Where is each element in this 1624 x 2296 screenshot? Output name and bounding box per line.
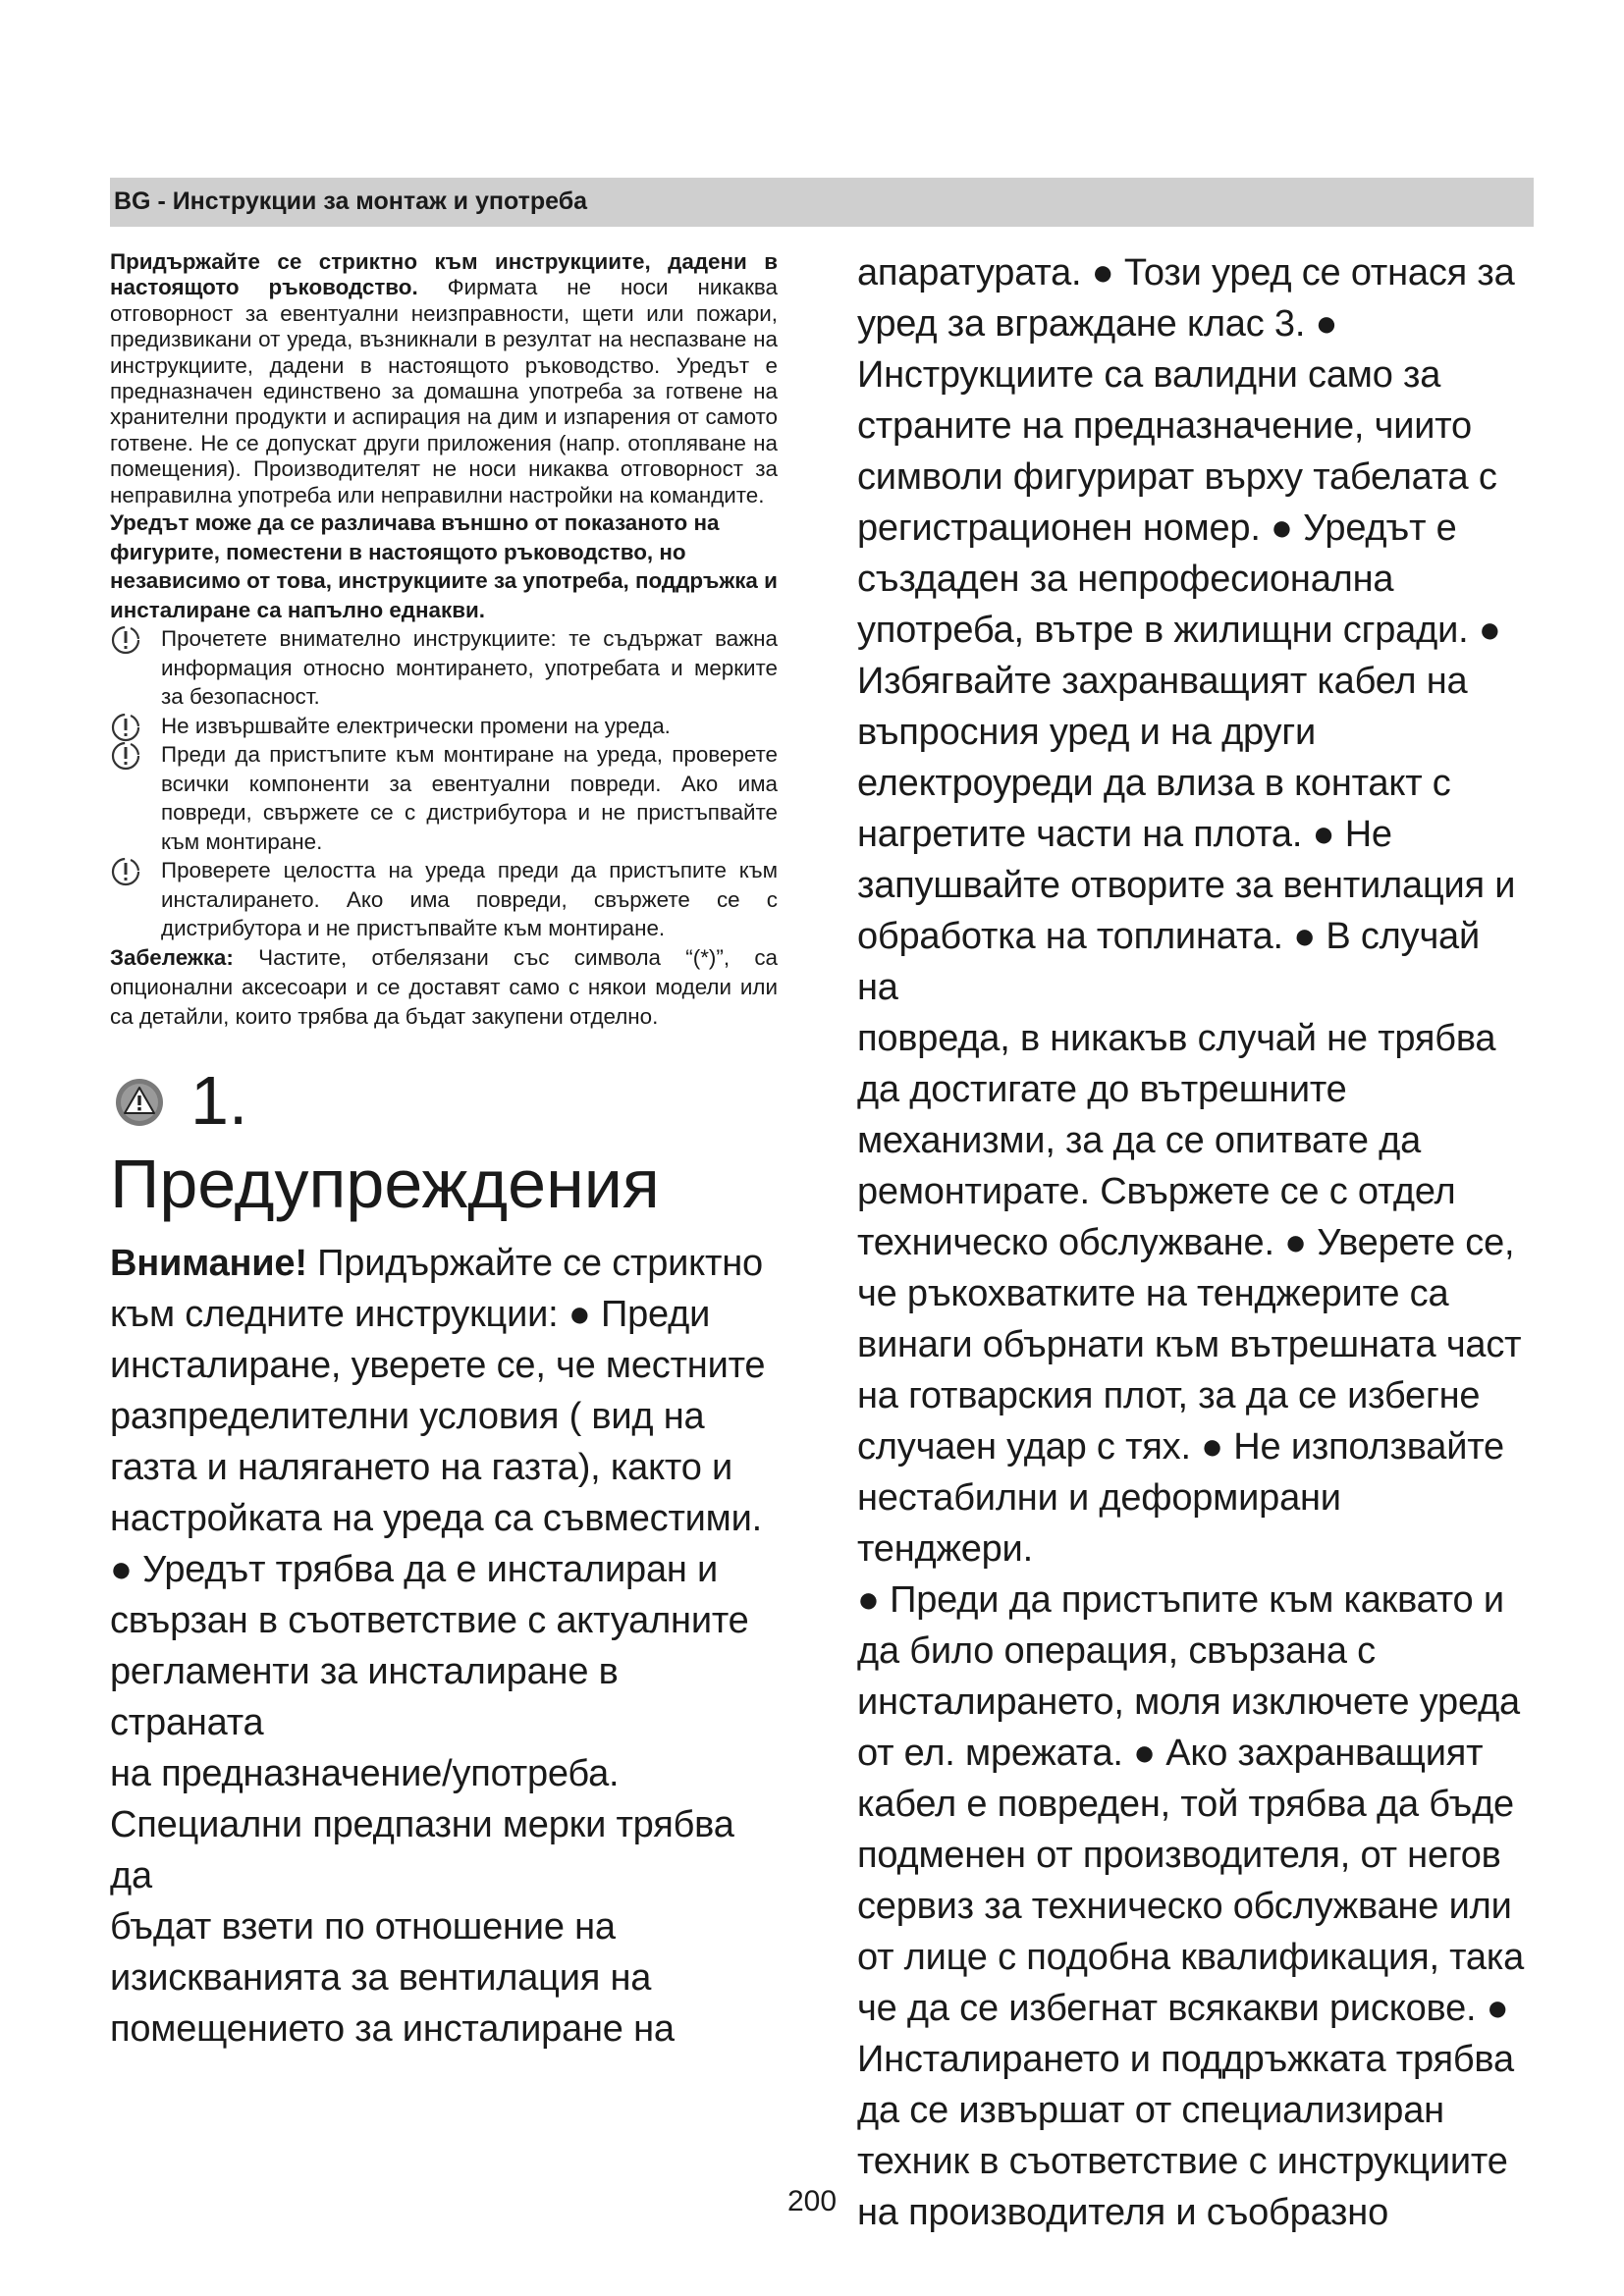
- note-item: [110, 712, 778, 741]
- body-line: на предназначение/употреба.: [110, 1752, 620, 1794]
- body-line: символи фигурират върху табелата с: [857, 456, 1497, 498]
- body-line: техник в съответствие с инструкциите: [857, 2141, 1508, 2182]
- note-text: Не извършвайте електрически промени на уреда.: [161, 713, 671, 738]
- body-line: да било операция, свързана с: [857, 1630, 1376, 1672]
- right-body-text: [857, 247, 1525, 2238]
- body-line: страните на предназначение, чиито: [857, 405, 1472, 447]
- left-column: [110, 249, 778, 2055]
- header-title: BG - Инструкции за монтаж и употреба: [114, 187, 588, 215]
- body-line: да се извършат от специализиран: [857, 2090, 1444, 2131]
- body-line: механизми, за да се опитвате да: [857, 1120, 1422, 1161]
- body-line: апаратурата. ● Този уред се отнася за: [857, 252, 1515, 294]
- exclamation-circle-icon: [110, 624, 141, 656]
- body-line: настройката на уреда са съвместими.: [110, 1497, 762, 1539]
- body-line: случаен удар с тях. ● Не използвайте: [857, 1426, 1504, 1468]
- body-line: регламенти за инсталиране в страната: [110, 1650, 619, 1743]
- body-line: въпросния уред и на други: [857, 712, 1317, 753]
- body-line: Специални предпазни мерки трябва да: [110, 1803, 734, 1896]
- notes-list: [110, 624, 778, 943]
- page-number: 200: [786, 2185, 838, 2217]
- intro-bold-lead: Придържайте се стриктно към инструкциите, дадени в настоящото ръководство.: [110, 249, 778, 300]
- note-item: [110, 624, 778, 712]
- body-line: създаден за непрофесионална: [857, 559, 1394, 600]
- intro-paragraph: [110, 249, 778, 508]
- body-line: към следните инструкции: ● Преди: [110, 1293, 711, 1335]
- note-label: Забележка:: [110, 944, 234, 970]
- body-line: на производителя и съобразно: [857, 2192, 1389, 2233]
- section-heading: [110, 1061, 778, 1140]
- body-line: инсталиране, уверете се, че местните: [110, 1344, 766, 1386]
- intro-text: Фирмата не носи никаква отговорност за евентуални неизправности, щети или пожари, предизвикани от уреда, възникнали в резултат на неспазване на инструкциите, дадени в настоящото ръководство. Уредът е предназначен единствено за домашна употреба за готвене на хранителни продукти и аспирация на дим и изпарения от самото готвене. Не се допускат други приложения (напр. отопляване на помещения). Производителят не носи никаква отговорност за неправилна употреба или неправилни настройки на командите.: [110, 275, 778, 507]
- exclamation-circle-icon: [110, 740, 141, 772]
- intro-bold-paragraph: Уредът може да се различава външно от показаното на фигурите, поместени в настоящото ръководство, но независимо от това, инструкциите за употреба, поддръжка и инсталиране са напълно еднакви.: [110, 510, 778, 622]
- body-line: помещението за инсталиране на: [110, 2007, 675, 2050]
- section-title: Предупреждения: [110, 1145, 660, 1222]
- exclamation-circle-icon: [110, 712, 141, 743]
- exclamation-circle-icon: [110, 856, 141, 887]
- body-line: изискванията за вентилация на: [110, 1956, 652, 1999]
- note-paragraph: [110, 943, 778, 1032]
- right-column: [857, 247, 1525, 2238]
- note-item: [110, 740, 778, 856]
- body-line: че ръкохватките на тенджерите са: [857, 1273, 1449, 1314]
- note-body: Частите, отбелязани със символа “(*)”, са опционални аксесоари и се доставят само с някои модели или са детайли, които трябва да бъдат закупени отделно.: [110, 944, 778, 1029]
- body-line: Избягвайте захранващият кабел на: [857, 661, 1468, 702]
- header-bar: [110, 178, 1534, 227]
- body-line: свързан в съответствие с актуалните: [110, 1599, 749, 1641]
- left-body-text: [110, 1238, 778, 2055]
- body-line: че да се избегнат всякакви рискове. ●: [857, 1988, 1509, 2029]
- attention-label: Внимание!: [110, 1242, 307, 1284]
- body-line: подменен от производителя, от негов: [857, 1835, 1501, 1876]
- body-line: кабел е повреден, той трябва да бъде: [857, 1784, 1514, 1825]
- body-line: техническо обслужване. ● Уверете се,: [857, 1222, 1515, 1263]
- note-item: [110, 856, 778, 943]
- body-line: да достигате до вътрешните: [857, 1069, 1347, 1110]
- note-text: Преди да пристъпите към монтиране на уреда, проверете всички компоненти за евентуални повреди. Ако има повреди, свържете се с дистрибутора и не пристъпвайте към монтиране.: [161, 742, 778, 854]
- body-line: на готварския плот, за да се избегне: [857, 1375, 1481, 1416]
- note-text: Проверете целостта на уреда преди да пристъпите към инсталирането. Ако има повреди, свържете се с дистрибутора и не пристъпвайте към монтиране.: [161, 858, 778, 941]
- section-number: 1.: [190, 1061, 248, 1139]
- body-line: нестабилни и деформирани тенджери.: [857, 1477, 1341, 1570]
- body-line: електроуреди да влиза в контакт с: [857, 763, 1451, 804]
- body-line: Инструкциите са валидни само за: [857, 354, 1441, 396]
- body-line: ● Уредът трябва да е инсталиран и: [110, 1548, 719, 1590]
- body-line: газта и налягането на газта), както и: [110, 1446, 733, 1488]
- body-line: инсталирането, моля изключете уреда: [857, 1682, 1520, 1723]
- note-text: Прочетете внимателно инструкциите: те съдържат важна информация относно монтирането, употребата и мерките за безопасност.: [161, 626, 778, 710]
- body-line: повреда, в никакъв случай не трябва: [857, 1018, 1496, 1059]
- body-line: запушвайте отворите за вентилация и: [857, 865, 1516, 906]
- body-line: употреба, вътре в жилищни сгради. ●: [857, 610, 1501, 651]
- body-line: от ел. мрежата. ● Ако захранващият: [857, 1733, 1484, 1774]
- body-line: ремонтирате. Свържете се с отдел: [857, 1171, 1456, 1212]
- body-line: винаги обърнати към вътрешната част: [857, 1324, 1522, 1365]
- body-line: регистрационен номер. ● Уредът е: [857, 507, 1457, 549]
- body-line: ● Преди да пристъпите към каквато и: [857, 1579, 1504, 1621]
- body-line: обработка на топлината. ● В случай на: [857, 916, 1481, 1008]
- body-line: от лице с подобна квалификация, така: [857, 1937, 1525, 1978]
- body-line: бъдат взети по отношение на: [110, 1905, 616, 1948]
- body-line: Инсталирането и поддръжката трябва: [857, 2039, 1514, 2080]
- body-line: Внимание! Придържайте се стриктно: [110, 1242, 763, 1284]
- warning-triangle-icon: [114, 1077, 165, 1128]
- body-line: сервиз за техническо обслужване или: [857, 1886, 1512, 1927]
- body-line: нагретите части на плота. ● Не: [857, 814, 1392, 855]
- body-line: разпределителни условия ( вид на: [110, 1395, 705, 1437]
- body-line: уред за вграждане клас 3. ●: [857, 303, 1338, 345]
